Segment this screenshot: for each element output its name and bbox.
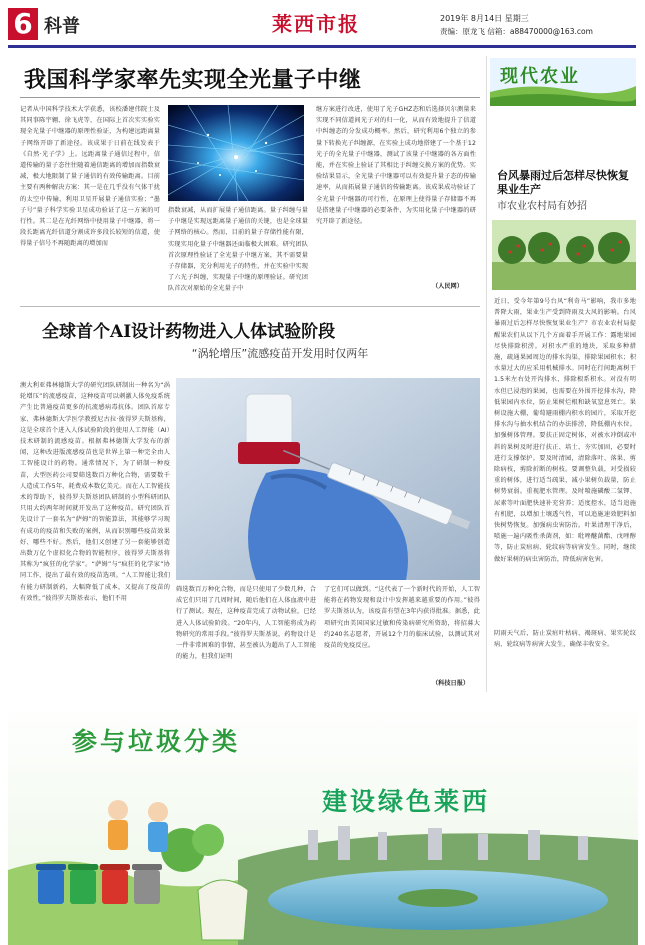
article1-column-2: 指数衰减，从而扩展量子通信距离。量子纠缠与量子中继是实现远距离量子通信的关键，也是全球量子网络的核心。然而，目前的量子存储性能有限，实现实用化量子中继器还面临极大困难。研究团队首次原理性验证了全光量子中继方案，其不需要量子存储器，充分利用光子的特性，并在实验中实现了六光子纠缠，实现量子中继的原理验证。研究团队首次对原始的全光量子中 (168, 207, 308, 293)
editor-info: 责编：原龙飞 信箱：a88470000@163.com (440, 27, 593, 36)
article1-headline: 我国科学家率先实现全光量子中继 (24, 67, 362, 93)
orchard-image (492, 220, 636, 290)
syringe-vaccine-image (176, 378, 480, 580)
sidebar-body: 近日，受今年第9号台风“利奇马”影响，我市多地普降大雨，果业生产受到降雨及大风的影响。台风暴雨过后怎样尽快恢复果业生产？市农业农村局提醒果农们从以下几个方面着手开展工作：露地果园尽快排除积涝。对积水严重的地块，采取多种措施，疏通果园周边的排水沟渠，排除果园积水；积水量过大的应采用机械排水。同时在行间距离树干1.5米左右处开沟排水，排除根系积水。对没有明水但已浸泡的果园，也需要在外围开挖排水沟，降低果园内水位，防止果树烂根和缺氧窒息死亡。果树设施大棚，葡萄避雨棚内积水的园片，采取开挖排水沟与抽水机结合的办法排涝，降低棚内水位。加强树体管理。要扶正固定树体，对被水冲倒或冲斜的果树及时进行扶正、培土、夯实加固，必要时进行支撑保护。要及时清园，清除落叶、落果、剪除病枝，剪除折断的树枝。要调整负载，对受损较重的树体，进行适当疏果，减小果树负载量，防止树势衰弱。重视肥水管理。及时喷施磷酸二氢钾、尿素等叶面肥快速补充营养；适度控水，适当追施有机肥，以增加土壤透气性，可以追施速效肥料加快树势恢复。加强病虫害防治。叶果清理干净后，喷施一遍内吸性杀菌剂，如：吡唑醚菌酯、戊唑醇等，防止炭疽病、轮纹病等病害发生。同时，继续做好果树的病虫害防治，降低病害危害。 (494, 298, 636, 563)
section-name: 科普 (44, 16, 80, 37)
newspaper-logo: 莱西市报 (272, 12, 360, 36)
sidebar-subheadline: 市农业农村局有妙招 (497, 201, 587, 212)
article1-column-1: 记者从中国科学技术大学获悉，该校潘建伟院士及其同事陈宇翱、徐飞虎等，在国际上首次实实验实现全光量子中继器的原理性验证，为构建远距离量子网络开辟了新途径。该成果于日前在线发表于《自然·光子学》上。远距离量子通信过程中，信道传输的量子态往往随着通信距离的增加而指数衰减，极大地限制了量子通信的有效传输距离。目前主要有两种解决方案：其一是在几乎没有气体干扰的太空中传输，利用卫星开展量子通信实验；“墨子号”量子科学实验卫星成功验证了这一方案的可行性。其二是在光纤网络中使用量子中继器，将一段长距离光纤信道分割成许多段长较短的信道，使得量子信号不再随距离的增加而 (20, 106, 160, 248)
slogan-left: 参与垃圾分类 (72, 727, 241, 756)
article-divider (20, 306, 480, 307)
sidebar-blank (494, 112, 636, 164)
headline-divider (20, 97, 480, 98)
issue-date: 2019年 8月14日 星期三 (440, 14, 529, 23)
page-number: 6 (8, 8, 38, 40)
article1-source: （人民网） (432, 283, 463, 290)
header-rule (8, 45, 636, 48)
sidebar-body-end: 阴雨天气后，防止炭疽叶枯病、褐斑病、果实轮纹病、轮纹病等病害大发生，确保丰收安全。 (494, 630, 636, 649)
article2-column-2: 筛选数百万种化合物，而是只使用了少数几种，合成它们只用了几周时间，随后他们在人体血液中进行了测试。现在，这种疫苗完成了动物试验，已经进入人体试验阶段。“20年内，人工智能将成为药物研究的常用手段。”彼得罗夫斯基说，药物设计是一件非常困难的事情，甚至被认为超出了人工智能的能力，但我们证明 (176, 586, 316, 661)
article2-headline: 全球首个AI设计药物进入人体试验阶段 (42, 322, 336, 342)
quantum-network-image (168, 105, 304, 201)
sidebar-banner-title: 现代农业 (500, 66, 580, 87)
article2-column-3: 了它们可以做到。“这代表了一个新时代的开始，人工智能将在药物发现和设计中发挥越来越重要的作用。”彼得罗夫斯基认为，该疫苗有望在3年内获得批准。据悉，此项研究由美国国家过敏和传染病研究所资助，将招募大约240名志愿者，开展12个月的临床试验，以测试其对疫苗的免疫反应。 (324, 586, 480, 650)
sidebar-divider (486, 56, 487, 692)
article2-column-1: 澳大利亚弗林德斯大学的研究团队研制出一种名为“涡轮增压”的流感疫苗，这种疫苗可以刺激人体免疫系统产生比普通疫苗更多的抗流感病毒抗体。团队首席专家、弗林德斯大学医学教授尼古拉·彼得罗夫斯基称，这是全球首个进入人体试验阶段的使用人工智能（AI）技术研制的流感疫苗。根据弗林德斯大学发布的新闻，这种改进版流感疫苗也是世界上第一种完全由人工智能设计的药物。通常情况下，为了研制一种疫苗，大型医药公司要筛选数百万种化合物，需要数千人造成工作5年，耗费成本数亿美元。而在人工智能技术的帮助下，彼得罗夫斯基团队研制的小型科研团队只用大约两年时间就开发出了这种疫苗。研究团队首先设计了一套名为“萨姆”的智能算法，其能够学习现有成功的疫苗和失败的案例，从而识别哪些疫苗效果好、哪些不好。然后，他们又创建了另一套能够创造出数万亿个虚拟化合物的智能程序，彼得罗夫斯基将其称为“疯狂的化学家”。“萨姆”与“疯狂的化学家”协同工作，提出了最有效的疫苗选项。“人工智能让我们有能力研制新药，大幅降低了成本，又提高了疫苗的有效性，”彼得罗夫斯基表示，他们不用 (20, 382, 170, 602)
slogan-right: 建设绿色莱西 (322, 787, 491, 816)
article1-column-3: 继方案进行改进，使用了光子GHZ态和后选择贝尔测量来实现不同信道间光子对的归一化，从而有效地提升了信道中纠缠态的分发成功概率。然后，研究利用6个独立的参量下转换光子纠缠源，在实验上成功地搭建了一个基于12光子的全光量子中继器，测试了该量子中继器的各方面性能，并在实验上验证了其相比于纠缠交换方案的优势。实验结果显示，全光量子中继器可以有效提升量子态的传输速率，从而拓展量子通信的传输距离。该成果成功验证了全光量子中继器的可行性，在原理上使得量子存储器不再是搭建量子中继器的必要条件，为实用化量子中继器的研究开辟了新途径。 (316, 106, 476, 226)
article2-subheadline: “涡轮增压”流感疫苗开发用时仅两年 (191, 347, 369, 360)
article2-source: （科技日报） (432, 680, 470, 687)
sidebar-headline: 台风暴雨过后怎样尽快恢复果业生产 (497, 169, 629, 196)
